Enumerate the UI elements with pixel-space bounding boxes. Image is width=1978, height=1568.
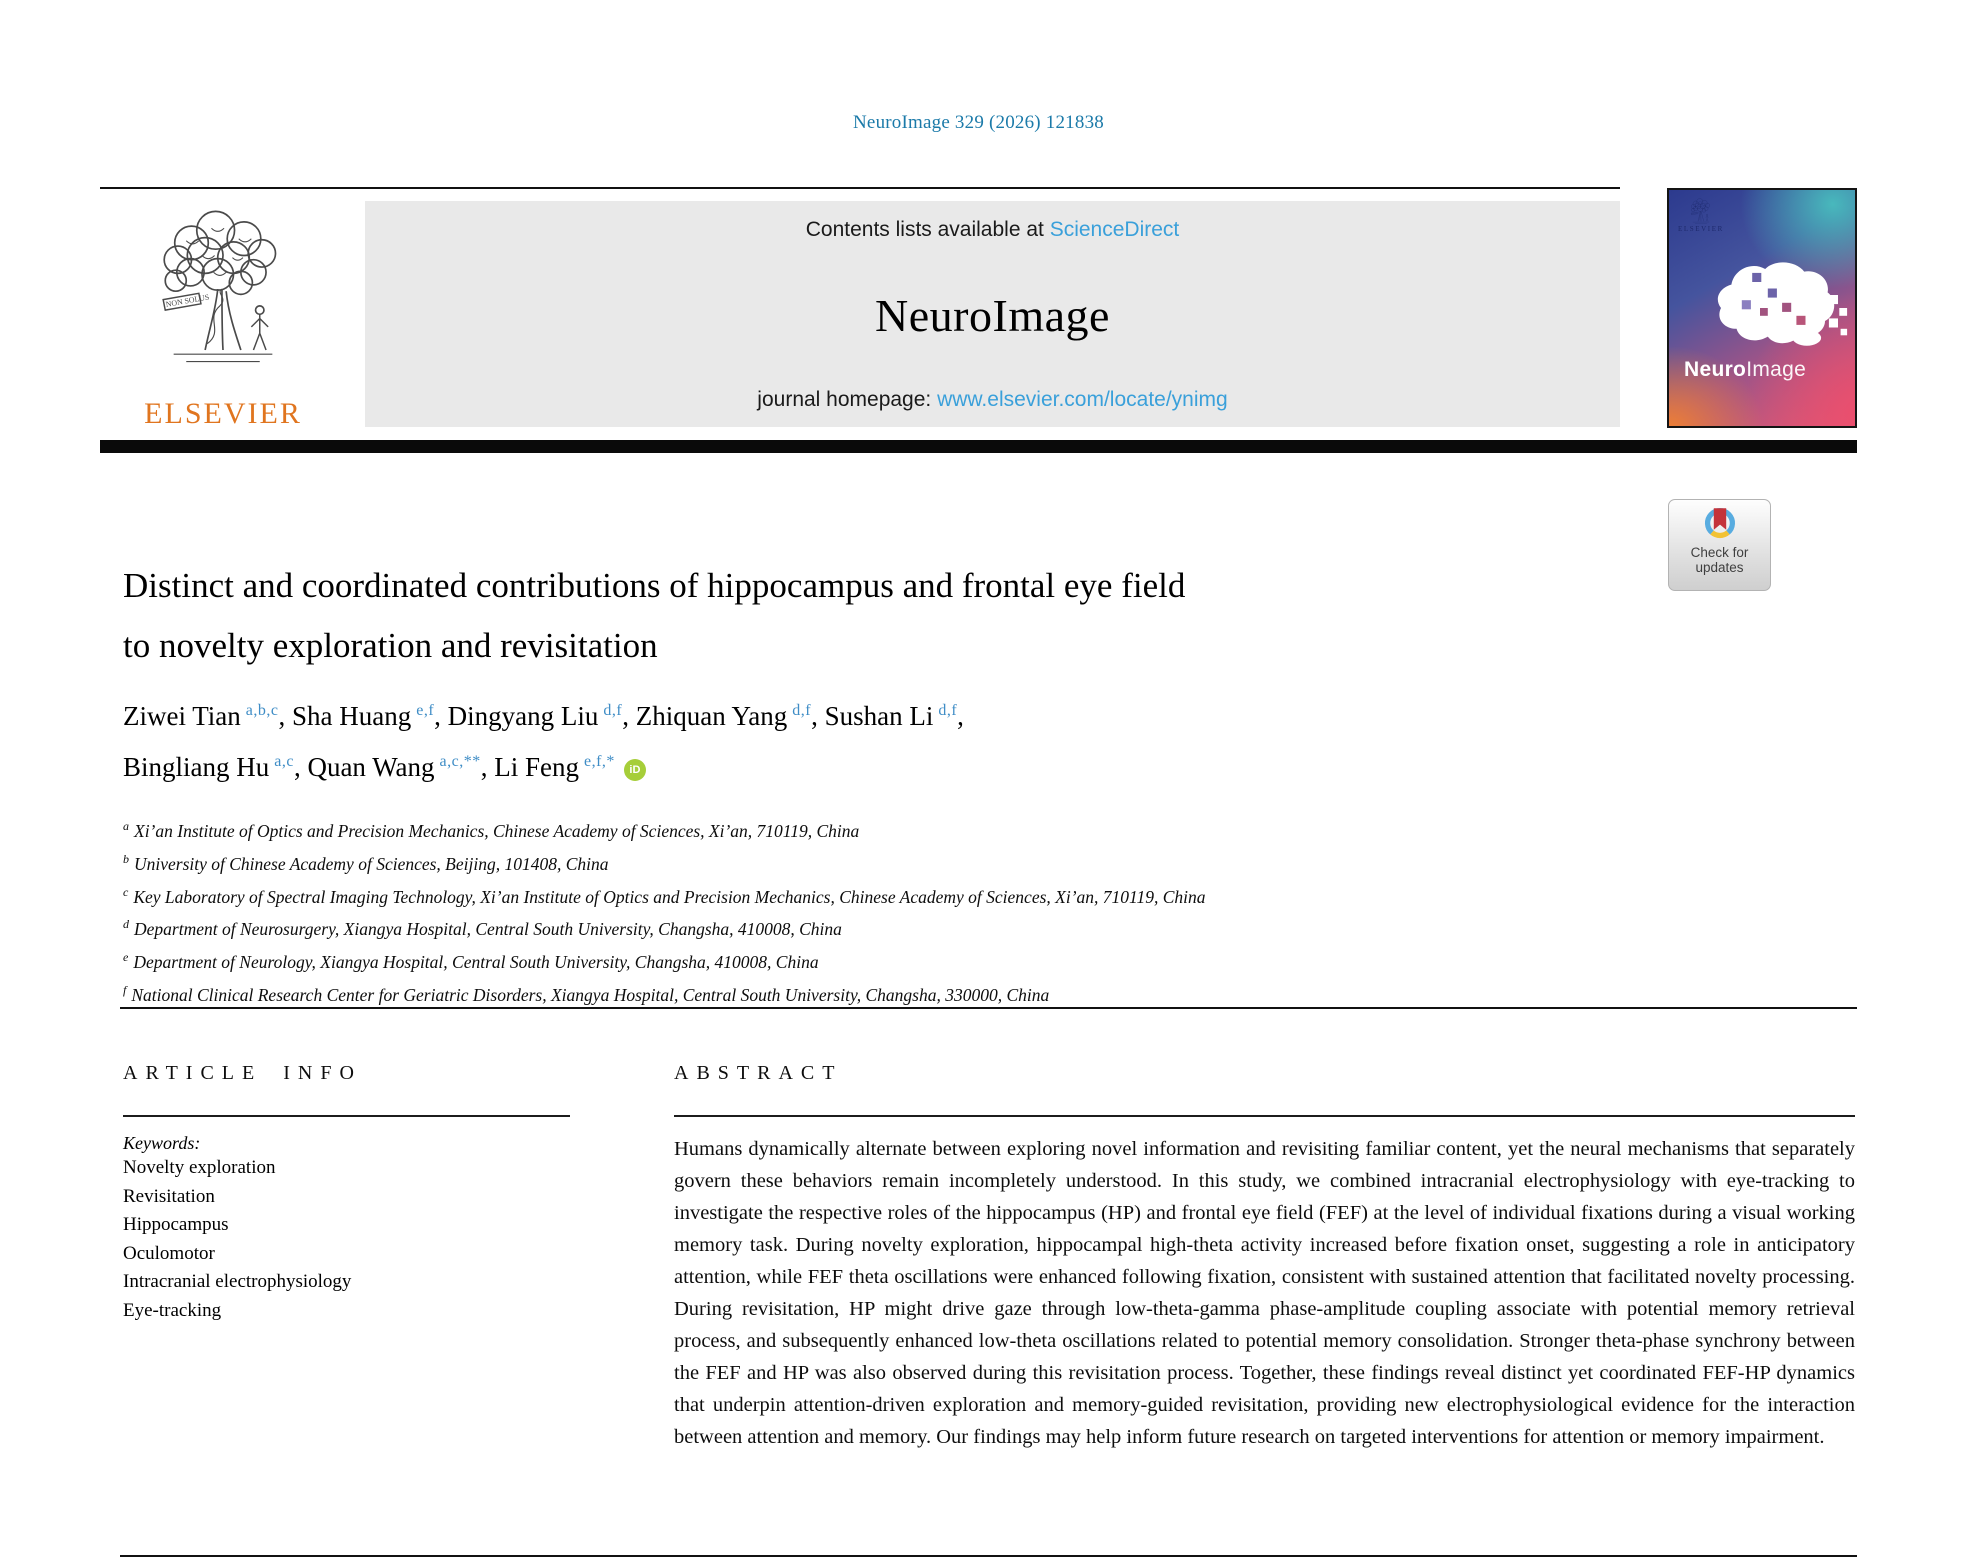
keyword-item: Novelty exploration [123,1157,276,1178]
affiliation-text: Key Laboratory of Spectral Imaging Technology, Xi’an Institute of Optics and Precision Mechanics, Chinese Academy of Sciences, Xi’an, 710119, China [133,886,1206,907]
sciencedirect-link[interactable]: ScienceDirect [1049,218,1180,241]
affiliation-text: Department of Neurology, Xiangya Hospital, Central South University, Changsha, 410008, China [133,952,819,973]
keywords-label: Keywords: [123,1133,201,1153]
cover-brand-bold: Neuro [1684,358,1747,381]
article-title-line: to novelty exploration and revisitation [123,626,658,665]
citation-line[interactable]: NeuroImage 329 (2026) 121838 [853,112,1104,133]
author-superscript: d,f [938,702,958,719]
cover-brain-icon [1695,256,1851,360]
section-divider [120,1007,1857,1009]
abstract-heading: ABSTRACT [674,1062,843,1084]
affiliation-superscript: f [123,983,127,998]
abstract-text: Humans dynamically alternate between exploring novel information and revisiting familiar content, yet the neural mechanisms that separately govern these behaviors remain incompletely understood. In this study, we combined intracranial electrophysiology with eye-tracking to investigate the respective roles of the hippocampus (HP) and frontal eye field (FEF) at the level of individual fixations during a visual working memory task. During novelty exploration, hippocampal high-theta activity increased before fixation onset, suggesting a role in anticipatory attention, while FEF theta oscillations were enhanced following fixation, consistent with sustained attention that facilitated novelty processing. During revisitation, HP might drive gaze through low-theta-gamma phase-amplitude coupling associate with potential memory retrieval process, and subsequently enhanced low-theta oscillations related to potential memory consolidation. Stronger theta-phase synchrony between the FEF and HP was also observed during this revisitation process. Together, these findings reveal distinct yet coordinated FEF-HP dynamics that underpin attention-driven exploration and memory-guided revisitation, providing new electrophysiological evidence for the interaction between attention and memory. Our findings may help inform future research on targeted interventions for attention or memory impairment. [674,1138,1855,1448]
author-name: Dingyang Liu [447,701,599,731]
contents-line-prefix: Contents lists available at [805,218,1050,241]
header-top-rule [100,187,1620,189]
article-title [123,556,1703,676]
crossmark-icon [1697,503,1743,545]
homepage-line-prefix: journal homepage: [757,388,938,411]
author-separator: , [811,701,825,731]
journal-cover-thumbnail[interactable] [1667,188,1857,428]
keyword-item: Oculomotor [123,1242,215,1264]
affiliation-text: National Clinical Research Center for Geriatric Disorders, Xiangya Hospital, Central South University, Changsha, 330000, China [131,984,1050,1005]
affiliation-superscript: b [123,851,129,866]
author-superscript: d,f [603,702,623,719]
bottom-divider [120,1555,1857,1557]
affiliation-superscript: d [123,917,129,932]
cover-elsevier-tree-icon [1688,197,1714,225]
elsevier-logo [100,201,346,430]
author-line [123,688,1763,739]
author-superscript: a,c,** [439,753,481,770]
abstract-section [674,1062,1855,1453]
author-superscript: a,b,c [245,702,279,719]
author-separator: , [434,701,448,731]
cover-elsevier-mark [1678,197,1724,233]
homepage-link[interactable]: www.elsevier.com/locate/ynimg [937,388,1228,411]
contents-line [806,218,1180,242]
author-superscript: e,f,* [583,753,615,770]
affiliation-superscript: a [123,819,129,833]
affiliation-row [123,910,1763,943]
homepage-line [757,388,1227,412]
author-superscript: e,f [416,702,435,719]
author-line [123,739,1763,790]
journal-banner [365,201,1620,427]
check-updates-line2: updates [1695,560,1744,575]
affiliation-row [123,812,1763,845]
keywords-list [123,1154,570,1325]
author-name: Ziwei Tian [123,701,241,731]
affiliations [123,812,1763,1009]
author-name: Zhiquan Yang [635,701,788,731]
affiliation-text: University of Chinese Academy of Sciences, Beijing, 101408, China [134,853,609,874]
elsevier-wordmark: ELSEVIER [144,397,302,430]
affiliation-superscript: e [123,950,129,965]
author-separator: , [480,752,495,782]
author-separator: , [278,701,292,731]
keyword-item: Hippocampus [123,1214,229,1235]
keyword-item: Eye-tracking [123,1299,222,1321]
cover-elsevier-text: ELSEVIER [1678,225,1724,233]
author-superscript: a,c [274,753,294,770]
article-info-section [123,1062,570,1325]
article-info-rule [123,1115,570,1117]
author-name: Quan Wang [307,752,435,782]
journal-banner-title: NeuroImage [875,289,1110,341]
affiliation-row [123,943,1763,976]
check-updates-line1: Check for [1690,545,1749,560]
author-name: Sha Huang [291,701,412,731]
affiliation-row [123,878,1763,911]
orcid-icon[interactable]: iD [624,759,646,781]
article-title-line: Distinct and coordinated contributions of hippocampus and frontal eye field [123,566,1186,605]
affiliation-text: Xi’an Institute of Optics and Precision Mechanics, Chinese Academy of Sciences, Xi’an, 710119, China [134,820,860,841]
affiliation-superscript: c [123,884,129,899]
keyword-item: Intracranial electrophysiology [123,1271,352,1292]
cover-brand [1684,358,1806,382]
affiliation-row [123,845,1763,878]
author-separator: , [293,752,308,782]
cover-brand-light: Image [1746,358,1807,381]
author-name: Bingliang Hu [123,752,270,782]
keyword-item: Revisitation [123,1185,215,1207]
author-superscript: d,f [792,702,812,719]
author-name: Sushan Li [824,701,934,731]
abstract-rule [674,1115,1855,1117]
elsevier-tree-logo [144,203,302,371]
author-list [123,688,1763,790]
author-name: Li Feng [494,752,579,782]
article-info-heading: ARTICLE INFO [123,1062,362,1084]
affiliation-text: Department of Neurosurgery, Xiangya Hospital, Central South University, Changsha, 410008, China [134,919,842,940]
header-black-bar [100,440,1857,453]
author-separator: , [957,701,964,731]
affiliation-row [123,976,1763,1009]
author-separator: , [622,701,636,731]
